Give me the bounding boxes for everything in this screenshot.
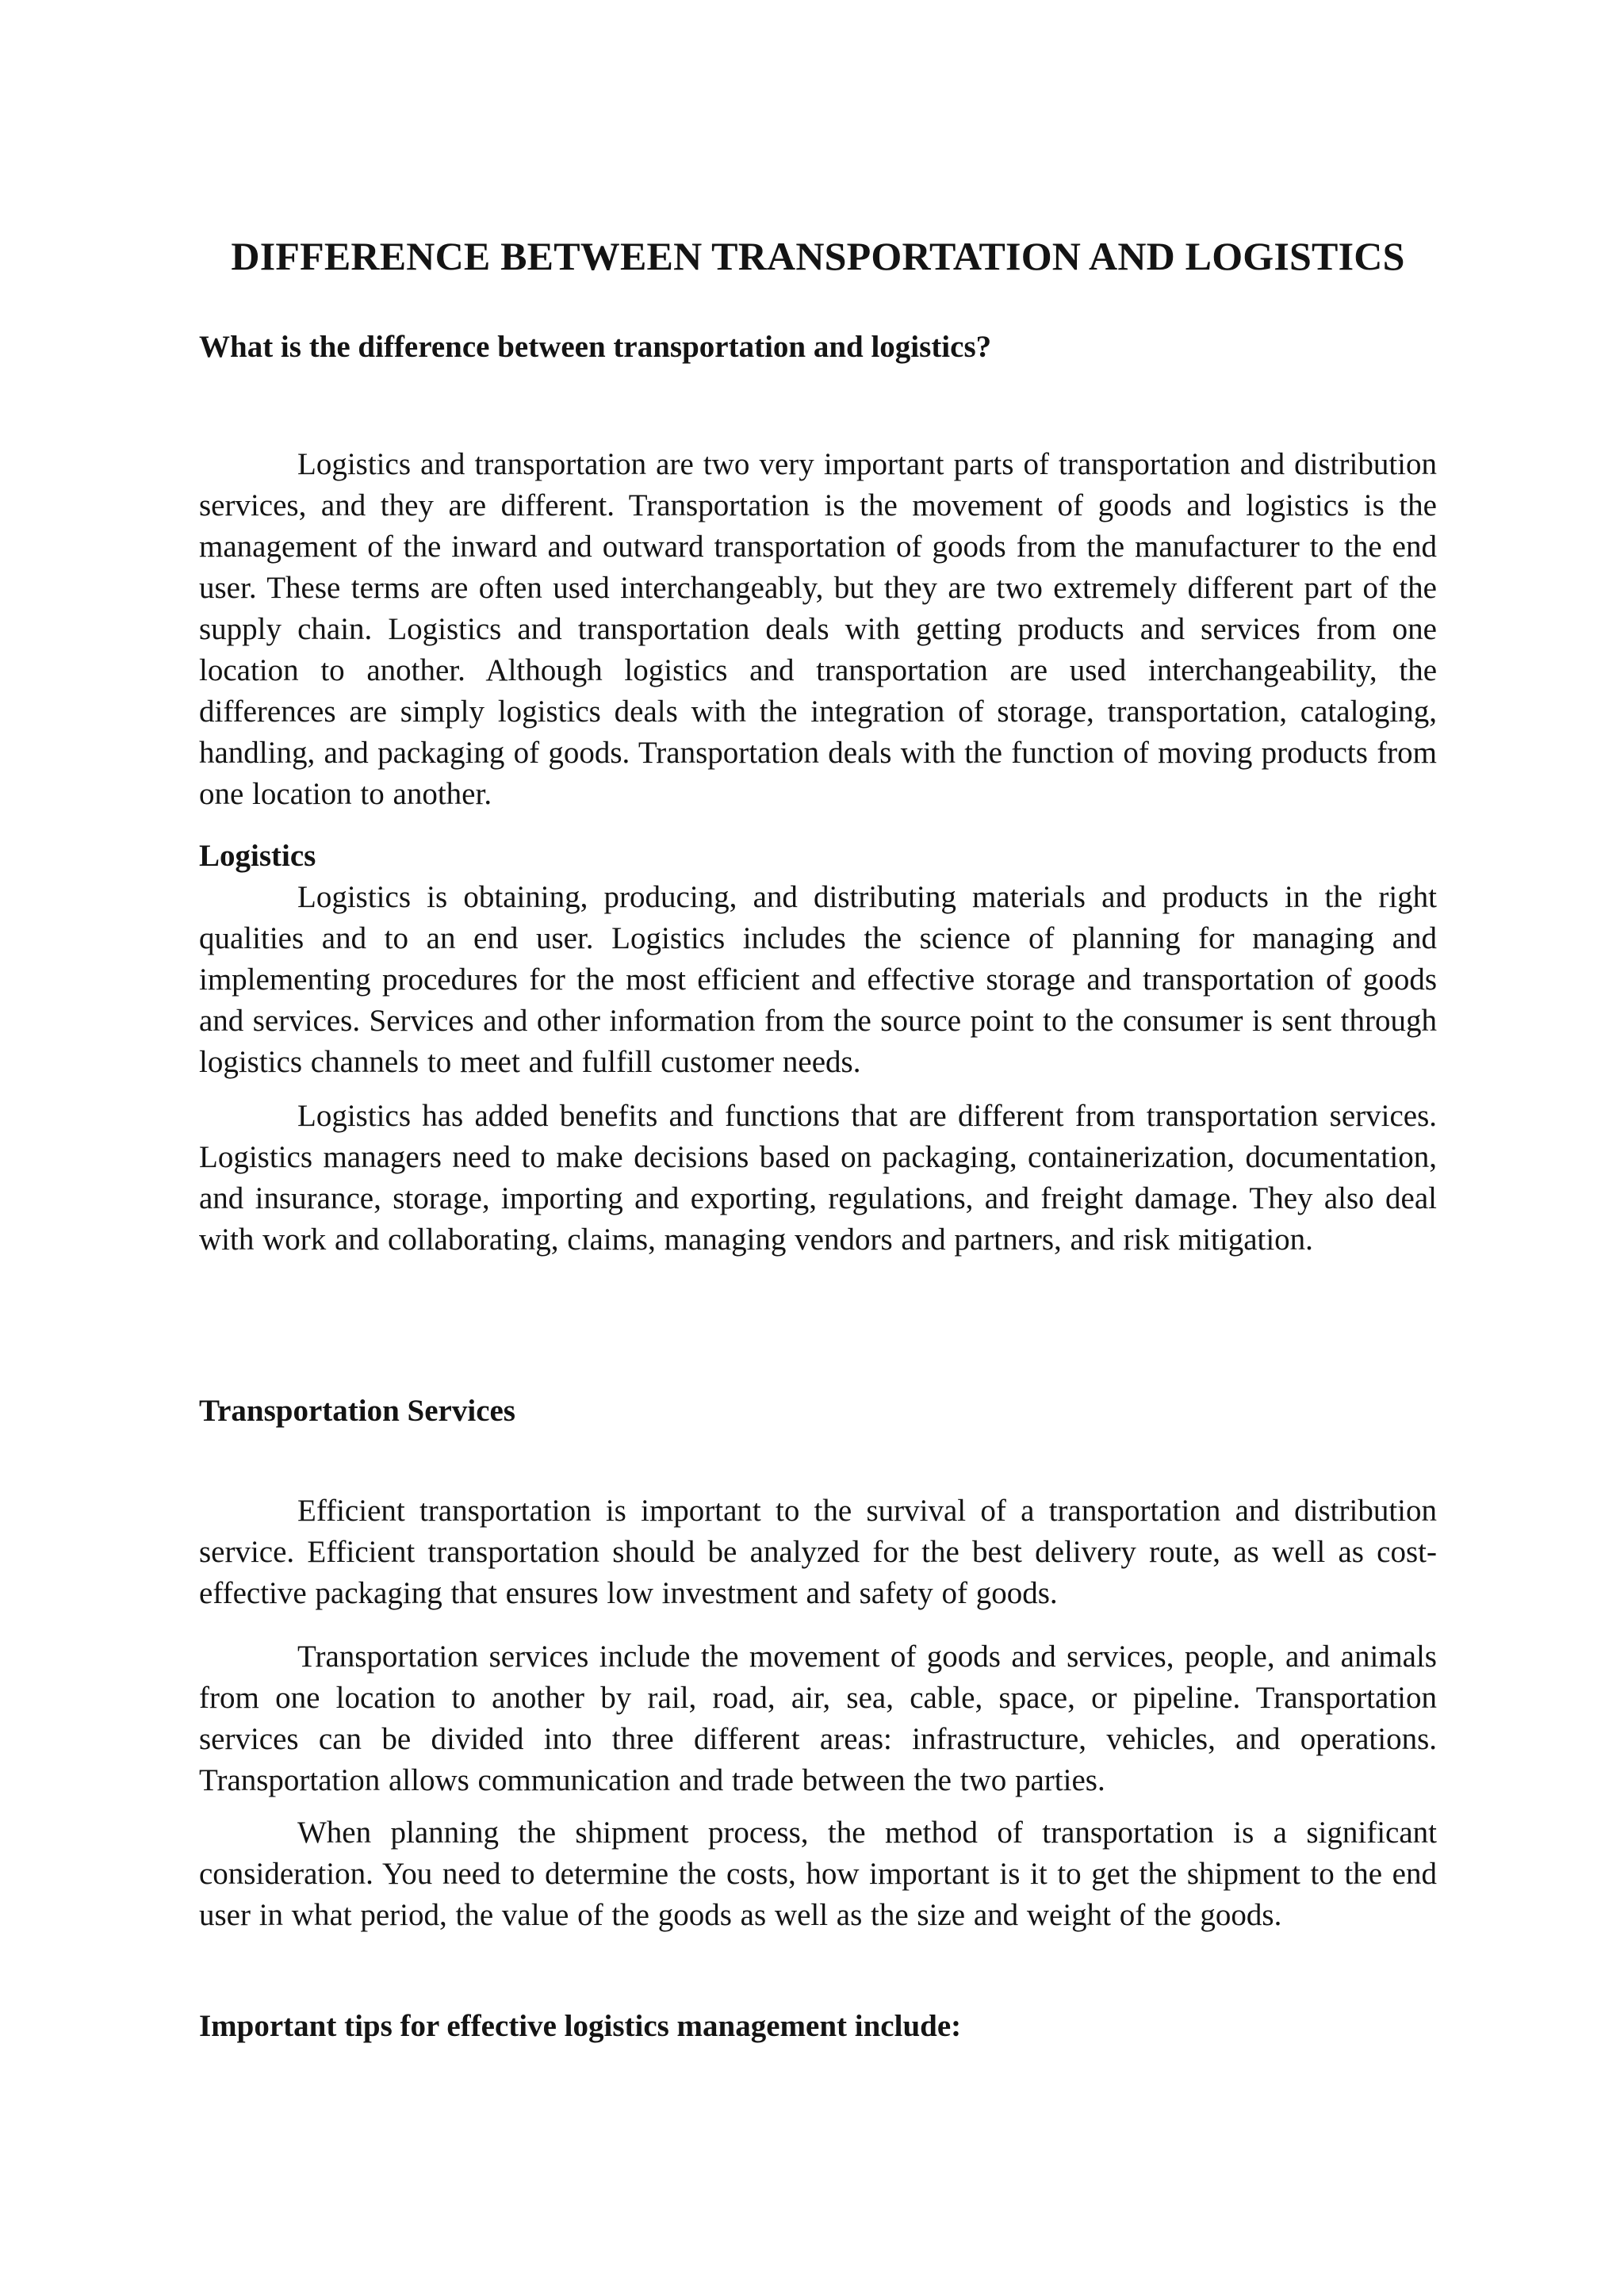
question-heading: What is the difference between transportation and logistics? [199,330,992,364]
document-title: DIFFERENCE BETWEEN TRANSPORTATION AND LOGISTICS [231,234,1405,278]
logistics-paragraph-2: Logistics has added benefits and functions that are different from transportation services. Logistics managers need to make decisions based on packaging, containerization, documentation, and insurance, storage, importing and exporting, regulations, and freight damage. They also deal with work and collaborating, claims, managing vendors and partners, and risk mitigation. [199,1099,1437,1257]
intro-paragraph: Logistics and transportation are two very important parts of transportation and distribution services, and they are different. Transportation is the movement of goods and logistics is the management of the inward and outward transportation of goods from the manufacturer to the end user. These terms are often used interchangeably, but they are two extremely different part of the supply chain. Logistics and transportation deals with getting products and services from one location to another. Although logistics and transportation are used interchangeability, the differences are simply logistics deals with the integration of storage, transportation, cataloging, handling, and packaging of goods. Transportation deals with the function of moving products from one location to another. [199,447,1437,811]
transportation-paragraph-1: Efficient transportation is important to the survival of a transportation and distribution service. Efficient transportation should be analyzed for the best delivery route, as well as cost-effective packaging that ensures low investment and safety of goods. [199,1494,1437,1610]
logistics-heading: Logistics [199,839,316,873]
logistics-paragraph-1: Logistics is obtaining, producing, and distributing materials and products in the right qualities and to an end user. Logistics includes the science of planning for managing and implementing procedures for the most efficient and effective storage and transportation of goods and services. Services and other information from the source point to the consumer is sent through logistics channels to meet and fulfill customer needs. [199,880,1437,1079]
tips-heading: Important tips for effective logistics management include: [199,2009,962,2043]
transportation-paragraph-3: When planning the shipment process, the method of transportation is a significant consideration. You need to determine the costs, how important is it to get the shipment to the end user in what period, the value of the goods as well as the size and weight of the goods. [199,1816,1437,1932]
transportation-paragraph-2: Transportation services include the movement of goods and services, people, and animals from one location to another by rail, road, air, sea, cable, space, or pipeline. Transportation services can be divided into three different areas: infrastructure, vehicles, and operations. Transportation allows communication and trade between the two parties. [199,1640,1437,1797]
transportation-heading: Transportation Services [199,1394,515,1428]
